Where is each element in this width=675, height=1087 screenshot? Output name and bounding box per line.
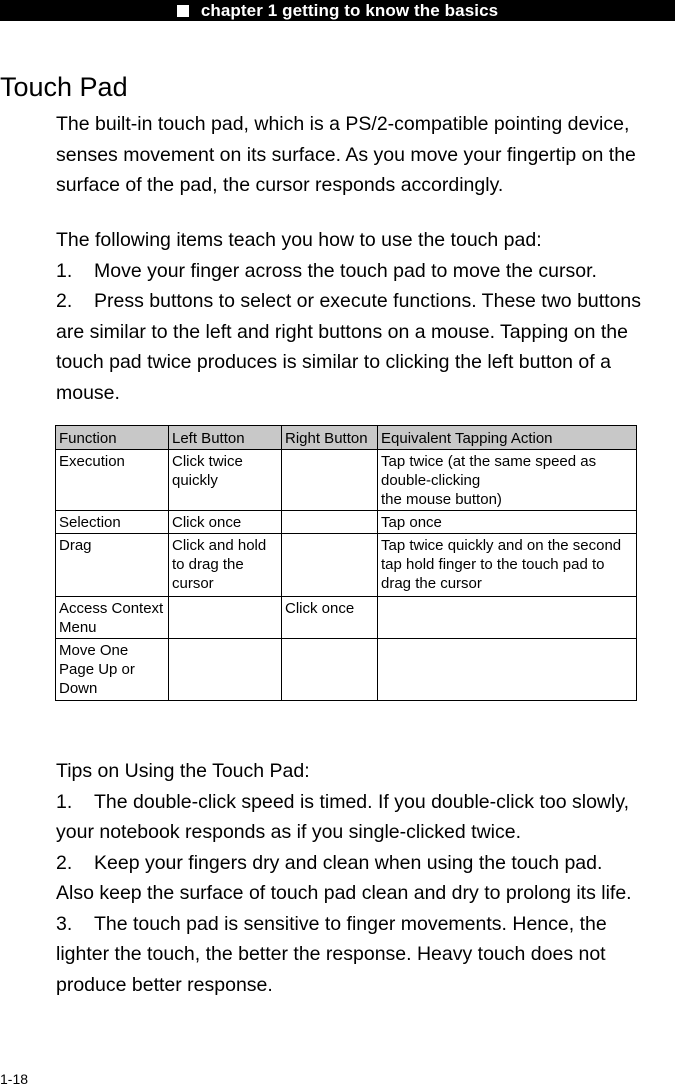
table-cell	[169, 639, 282, 701]
table-cell: Click and hold to drag the cursor	[169, 534, 282, 597]
item-text: Keep your fingers dry and clean when using the touch pad.	[94, 851, 603, 874]
table-cell: Execution	[56, 450, 169, 511]
intro-line: surface of the pad, the cursor responds accordingly.	[56, 174, 504, 196]
section-title: Touch Pad	[0, 72, 128, 102]
item-number: 1.	[56, 790, 73, 813]
table-header-row	[56, 426, 637, 450]
list-item	[56, 909, 675, 940]
table-cell: Click twice quickly	[169, 450, 282, 511]
item-continuation: Also keep the surface of touch pad clean and dry to prolong its life.	[56, 882, 632, 904]
table-cell	[282, 450, 378, 511]
table-cell: Click once	[169, 511, 282, 534]
touchpad-functions-table	[55, 425, 637, 701]
table-row	[56, 639, 637, 701]
table-row	[56, 534, 637, 597]
item-number: 2.	[56, 290, 73, 312]
item-number: 2.	[56, 851, 73, 874]
intro-line: The built-in touch pad, which is a PS/2-compatible pointing device,	[56, 113, 630, 135]
table-cell	[282, 639, 378, 701]
list-item	[56, 787, 675, 818]
item-text: The touch pad is sensitive to finger movements. Hence, the	[94, 912, 607, 935]
item-text: The double-click speed is timed. If you double-click too slowly,	[94, 790, 630, 813]
item-continuation: touch pad twice produces is similar to clicking the left button of a	[56, 351, 611, 373]
column-header: Equivalent Tapping Action	[378, 426, 637, 450]
tips-title: Tips on Using the Touch Pad:	[56, 760, 310, 782]
intro-paragraph	[56, 109, 675, 201]
column-header: Function	[56, 426, 169, 450]
table-cell: Selection	[56, 511, 169, 534]
item-continuation: mouse.	[56, 381, 120, 404]
table-cell: Tap once	[378, 511, 637, 534]
list-item	[56, 848, 675, 879]
usage-items	[56, 225, 675, 408]
page-number: 1-18	[0, 1071, 29, 1087]
square-bullet-icon	[177, 5, 189, 17]
items-lead: The following items teach you how to use the touch pad:	[56, 229, 542, 251]
list-item	[56, 256, 675, 287]
item-continuation: produce better response.	[56, 973, 273, 996]
item-number: 3.	[56, 912, 73, 935]
table-cell	[378, 639, 637, 701]
table-cell: Click once	[282, 597, 378, 639]
chapter-title: chapter 1 getting to know the basics	[200, 0, 499, 20]
item-continuation: lighter the touch, the better the response. Heavy touch does not	[56, 943, 606, 965]
table-cell	[282, 511, 378, 534]
column-header: Right Button	[282, 426, 378, 450]
table-cell	[378, 597, 637, 639]
table-cell	[282, 534, 378, 597]
table-cell: Tap twice (at the same speed as double-clicking the mouse button)	[378, 450, 637, 511]
item-continuation: your notebook responds as if you single-clicked twice.	[56, 821, 521, 843]
table-cell: Tap twice quickly and on the second tap hold finger to the touch pad to drag the cursor	[378, 534, 637, 597]
table-row	[56, 511, 637, 534]
chapter-header-bar	[0, 0, 675, 21]
item-continuation: are similar to the left and right buttons on a mouse. Tapping on the	[56, 320, 628, 343]
table-row	[56, 597, 637, 639]
table-cell: Move One Page Up or Down	[56, 639, 169, 701]
column-header: Left Button	[169, 426, 282, 450]
table-row	[56, 450, 637, 511]
table-cell: Access Context Menu	[56, 597, 169, 639]
tips-section	[56, 756, 675, 1000]
item-text: Move your finger across the touch pad to move the cursor.	[94, 259, 597, 282]
item-text: Press buttons to select or execute functions. These two buttons	[94, 290, 642, 312]
table-cell	[169, 597, 282, 639]
table-cell: Drag	[56, 534, 169, 597]
item-number: 1.	[56, 259, 73, 282]
intro-line: senses movement on its surface. As you move your fingertip on the	[56, 143, 636, 166]
list-item	[56, 286, 675, 317]
